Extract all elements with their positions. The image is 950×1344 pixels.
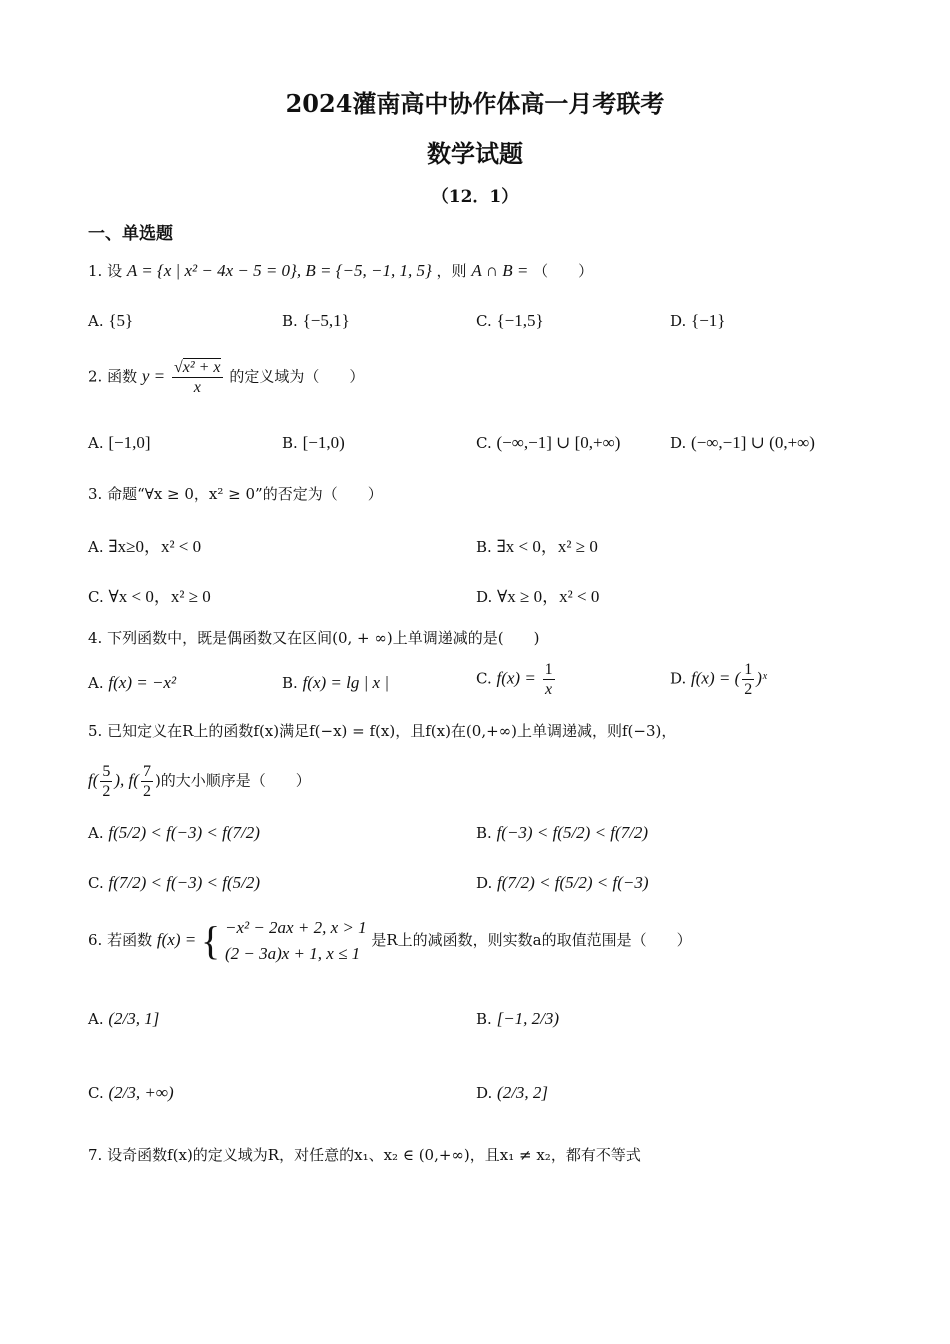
piecewise-case-1: −x² − 2ax + 2, x > 1 (224, 918, 367, 937)
option-a[interactable]: A. f(5/2) < f(−3) < f(7/2) (88, 823, 260, 842)
option-b[interactable]: B. [−1,0) (282, 433, 345, 452)
option-a[interactable]: A. {5} (88, 311, 134, 330)
option-a[interactable]: A. f(x) = −x² (88, 673, 177, 692)
option-b[interactable]: B. f(x) = lg | x | (282, 673, 390, 692)
option-d[interactable]: D. (2/3, 2] (476, 1083, 549, 1102)
option-c[interactable]: C. {−1,5} (476, 311, 544, 330)
question-6: 6. 若函数 f(x) = { −x² − 2ax + 2, x > 1 (2 − 3a)x + 1, x ≤ 1 是R上的减函数，则实数a的取值范围是（ ） (88, 915, 692, 967)
option-d[interactable]: D. f(7/2) < f(5/2) < f(−3) (476, 873, 649, 892)
option-c[interactable]: C. (−∞,−1] ∪ [0,+∞) (476, 433, 621, 452)
exam-date: （12．1） (431, 187, 519, 207)
option-a[interactable]: A. [−1,0] (88, 433, 151, 452)
option-a[interactable]: A. ∃x≥0，x² < 0 (88, 537, 202, 556)
option-c[interactable]: C. ∀x < 0，x² ≥ 0 (88, 587, 211, 606)
set-definition: A = {x | x² − 4x − 5 = 0}, B = {−5, −1, 1, 5} (126, 261, 432, 280)
section-heading: 一、单选题 (88, 224, 173, 244)
piecewise-case-2: (2 − 3a)x + 1, x ≤ 1 (224, 944, 361, 963)
domain-fraction: $\frac{\text{√x² + x}}{x}$ (173, 359, 221, 396)
option-d[interactable]: D. f(x) = ( $\frac{1}{2}$ )ˣ (670, 661, 767, 698)
option-d[interactable]: D. {−1} (670, 311, 726, 330)
option-b[interactable]: B. f(−3) < f(5/2) < f(7/2) (476, 823, 649, 842)
exam-subtitle: 数学试题 (427, 139, 523, 168)
question-7: 7. 设奇函数f(x)的定义域为R，对任意的x₁、x₂ ∈ (0,+∞)，且x₁ ≠ x₂，都有不等式 (88, 1146, 641, 1164)
option-b[interactable]: B. [−1, 2/3) (476, 1009, 560, 1028)
question-3: 3. 命题“∀x ≥ 0，x² ≥ 0”的否定为（ ） (88, 485, 383, 503)
option-d[interactable]: D. ∀x ≥ 0，x² < 0 (476, 587, 600, 606)
question-5-line2: f( $\frac{5}{2}$ ), f( $\frac{7}{2}$ )的大小顺序是（ ） (88, 763, 311, 800)
option-b[interactable]: B. ∃x < 0，x² ≥ 0 (476, 537, 598, 556)
option-c[interactable]: C. f(7/2) < f(−3) < f(5/2) (88, 873, 260, 892)
question-1: 1. 设 A = {x | x² − 4x − 5 = 0}, B = {−5, −1, 1, 5} ，则 A ∩ B = （ ） (88, 261, 594, 280)
question-2: 2. 函数 y = $\frac{\text{√x² + x}}{x}$ 的定义域为（ ） (88, 359, 365, 396)
option-a[interactable]: A. (2/3, 1] (88, 1009, 160, 1028)
option-c[interactable]: C. f(x) = $\frac{1}{x}$ (476, 661, 553, 698)
question-4: 4. 下列函数中，既是偶函数又在区间(0, + ∞)上单调递减的是( ) (88, 629, 540, 647)
question-5: 5. 已知定义在R上的函数f(x)满足f(−x) = f(x)，且f(x)在(0,+∞)上单调递减，则f(−3)， (88, 722, 677, 740)
option-b[interactable]: B. {−5,1} (282, 311, 350, 330)
exam-title: 2024灌南高中协作体高一月考联考 (285, 89, 665, 118)
option-d[interactable]: D. (−∞,−1] ∪ (0,+∞) (670, 433, 815, 452)
option-c[interactable]: C. (2/3, +∞) (88, 1083, 174, 1102)
question-number: 1. (88, 262, 103, 280)
